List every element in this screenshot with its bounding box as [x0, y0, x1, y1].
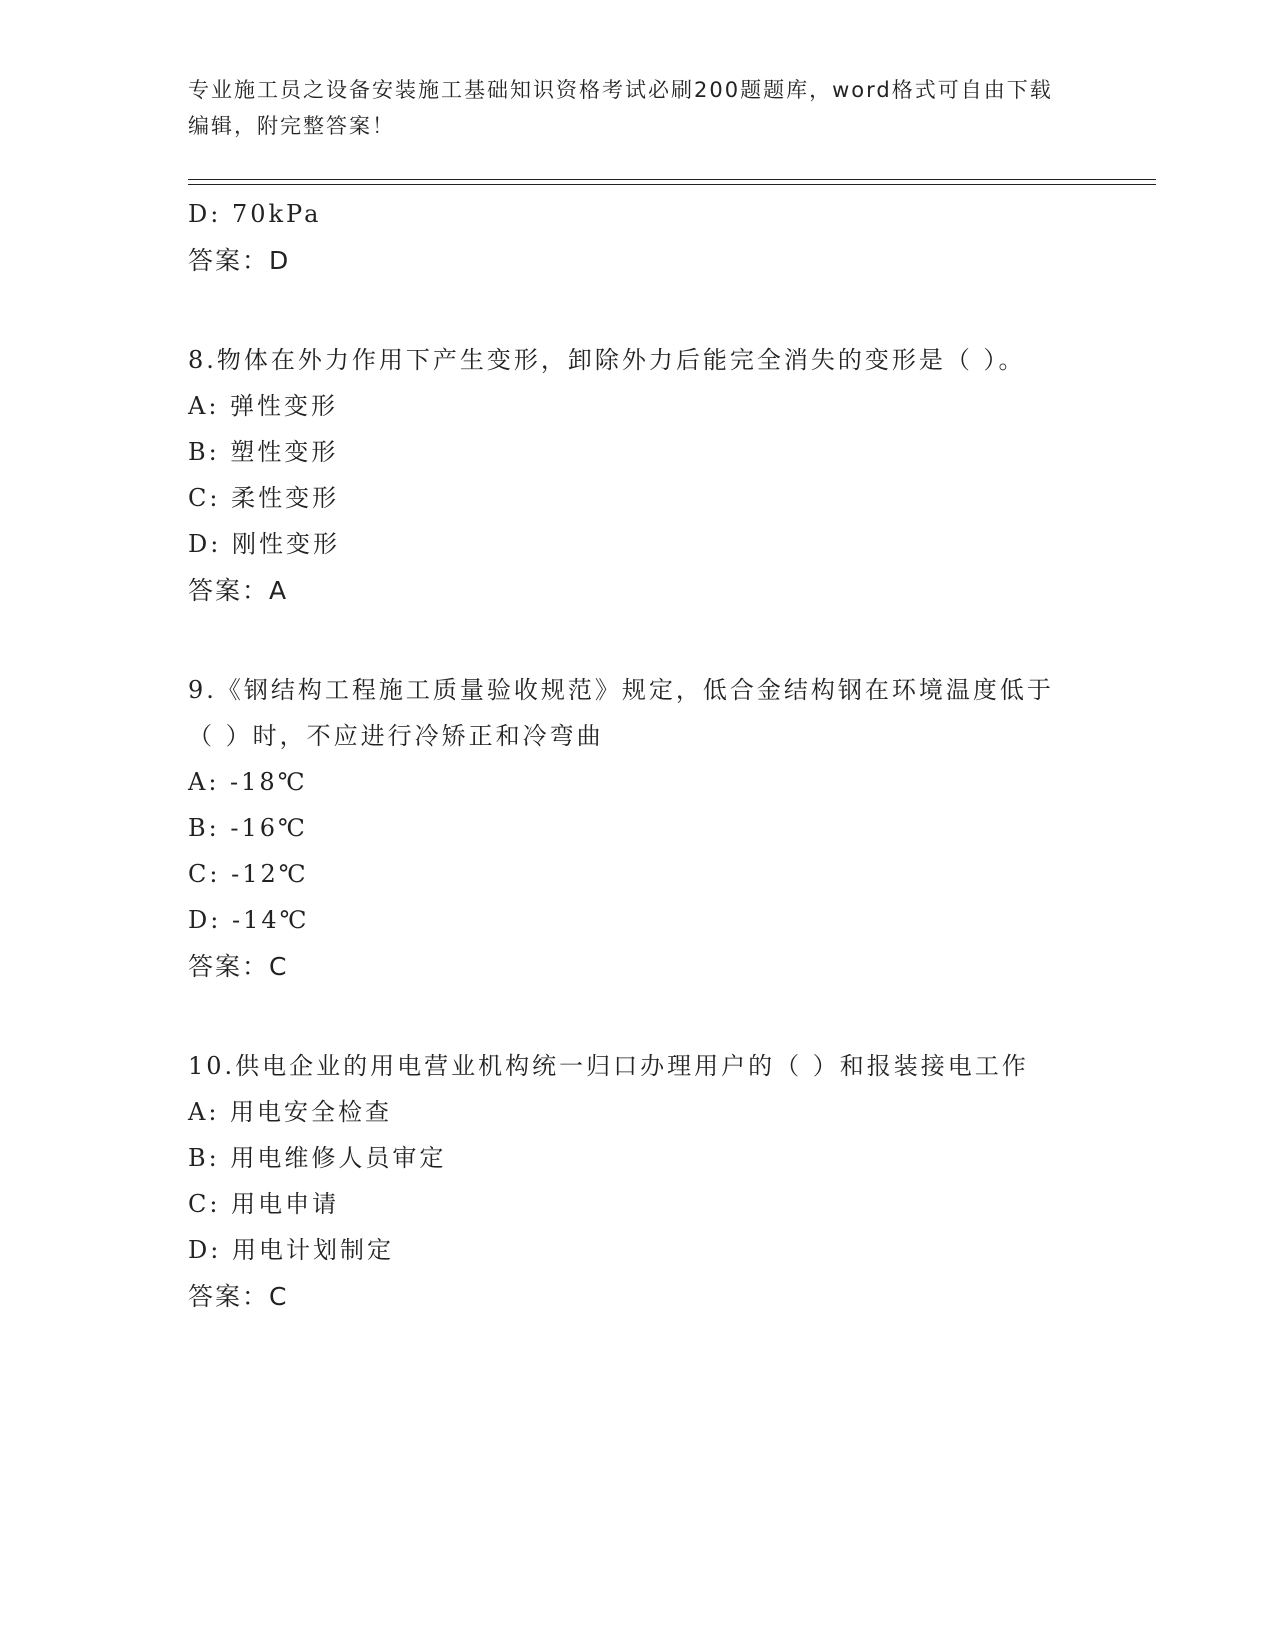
header-divider-top: [188, 179, 1156, 180]
question-stem: 9.《钢结构工程施工质量验收规范》规定，低合金结构钢在环境温度低于（ ）时，不应进行冷矫正和冷弯曲: [188, 676, 1054, 750]
option-d: D: -14℃: [188, 906, 310, 934]
question-9: [188, 667, 1088, 991]
question-stem: 10.供电企业的用电营业机构统一归口办理用户的（ ）和报装接电工作: [188, 1052, 1029, 1080]
header-title: 专业施工员之设备安装施工基础知识资格考试必刷200题题库，word格式可自由下载编辑，附完整答案！: [188, 78, 1053, 138]
document-header: [188, 72, 1068, 144]
option-d: D: 刚性变形: [188, 530, 340, 558]
option-c: C: 用电申请: [188, 1190, 340, 1218]
prev-option-d: D: 70kPa: [188, 200, 322, 228]
question-8: [188, 337, 1088, 615]
question-10: [188, 1043, 1088, 1321]
option-b: B: 用电维修人员审定: [188, 1144, 447, 1172]
question-stem: 8.物体在外力作用下产生变形，卸除外力后能完全消失的变形是（ ）。: [188, 346, 1026, 374]
option-c: C: -12℃: [188, 860, 309, 888]
option-c: C: 柔性变形: [188, 484, 340, 512]
answer: 答案：C: [188, 1282, 289, 1311]
option-a: A: 弹性变形: [188, 392, 339, 420]
option-b: B: 塑性变形: [188, 438, 339, 466]
option-d: D: 用电计划制定: [188, 1236, 394, 1264]
header-divider-bottom: [188, 184, 1156, 185]
answer: 答案：A: [188, 576, 289, 605]
question-list: [188, 191, 1088, 1321]
prev-answer: 答案：D: [188, 246, 291, 275]
option-b: B: -16℃: [188, 814, 308, 842]
option-a: A: 用电安全检查: [188, 1098, 393, 1126]
option-a: A: -18℃: [188, 768, 308, 796]
answer: 答案：C: [188, 952, 289, 981]
